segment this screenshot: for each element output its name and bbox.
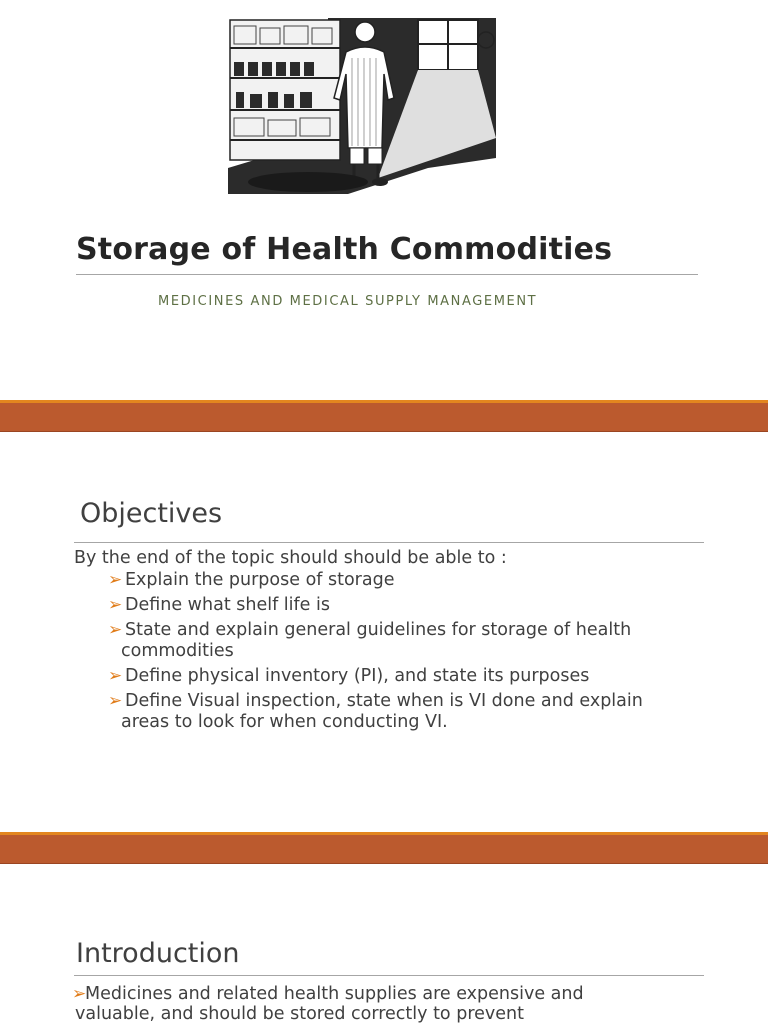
slide-objectives	[0, 432, 768, 832]
objectives-heading: Objectives	[80, 498, 223, 529]
arrow-bullet-icon: ➢	[108, 666, 123, 686]
objectives-intro: By the end of the topic should should be able to :	[74, 548, 507, 568]
list-item	[108, 570, 728, 591]
list-item-text: State and explain general guidelines for storage of health	[125, 620, 632, 640]
list-item-text-continued: commodities	[121, 641, 234, 661]
list-item	[108, 691, 728, 733]
introduction-heading: Introduction	[76, 938, 240, 969]
list-item-text: Explain the purpose of storage	[125, 570, 395, 590]
list-item	[108, 620, 728, 662]
list-item-text: Define Visual inspection, state when is VI done and explain	[125, 691, 643, 711]
arrow-bullet-icon: ➢	[108, 570, 123, 590]
slide-divider	[0, 832, 768, 864]
list-item-text: Define physical inventory (PI), and state its purposes	[125, 666, 590, 686]
title-underline	[76, 274, 698, 275]
list-item-text-continued: valuable, and should be stored correctly to prevent	[75, 1004, 524, 1024]
heading-underline	[74, 542, 704, 543]
list-item	[108, 666, 728, 687]
list-item-text: Medicines and related health supplies are expensive and	[85, 984, 584, 1004]
storekeeper-illustration	[228, 18, 496, 194]
objectives-list	[108, 570, 728, 737]
slide-title	[0, 0, 768, 400]
arrow-bullet-icon: ➢	[108, 691, 123, 711]
slide-subtitle: MEDICINES AND MEDICAL SUPPLY MANAGEMENT	[158, 294, 538, 309]
list-item	[108, 595, 728, 616]
list-item-text-continued: areas to look for when conducting VI.	[121, 712, 448, 732]
heading-underline	[74, 975, 704, 976]
slide-introduction	[0, 864, 768, 1024]
list-item	[72, 984, 712, 1024]
introduction-list	[72, 984, 712, 1024]
slide-divider	[0, 400, 768, 432]
arrow-bullet-icon: ➢	[72, 984, 87, 1004]
arrow-bullet-icon: ➢	[108, 595, 123, 615]
arrow-bullet-icon: ➢	[108, 620, 123, 640]
slide-title-text: Storage of Health Commodities	[76, 232, 613, 267]
list-item-text: Define what shelf life is	[125, 595, 330, 615]
